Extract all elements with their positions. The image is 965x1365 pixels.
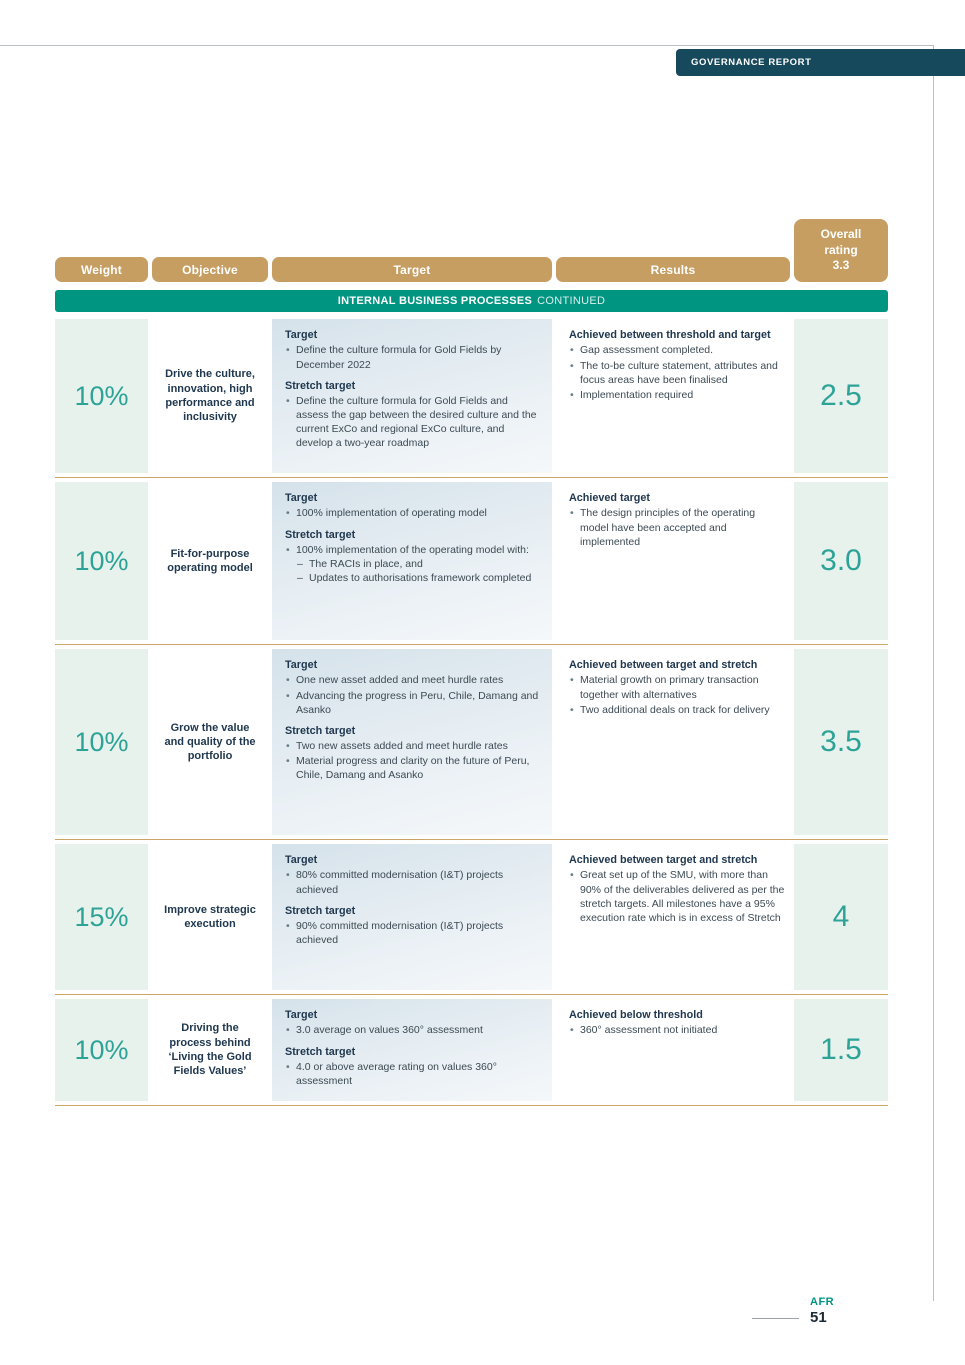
rating-value: 1.5 [820,1033,862,1066]
bullet-item: • Gap assessment completed. [569,343,786,357]
footer-rule [752,1318,799,1319]
objective-text: Fit-for-purpose operating model [167,547,253,574]
overall-rating-line2: rating [824,242,858,257]
rating-cell [794,319,888,473]
table-body [55,317,888,1106]
bullet-item: • 4.0 or above average rating on values 360° assessment [285,1060,542,1088]
row-separator [55,644,888,645]
bullet-list [285,1060,542,1088]
objective-cell [152,844,268,990]
results-heading: Achieved between threshold and target [569,329,771,341]
weight-cell [55,844,148,990]
right-margin-rule [933,46,934,1301]
results-cell [556,999,790,1101]
bullet-item: • Material progress and clarity on the future of Peru, Chile, Damang and Asanko [285,754,542,782]
objective-text: Improve strategic execution [164,903,256,930]
section-band [55,290,888,312]
target-block-label: Stretch target [285,1045,356,1058]
bullet-item: • Define the culture formula for Gold Fields and assess the gap between the desired culture and the current ExCo and regional ExCo culture, and develop a two-year roadmap [285,394,542,450]
bullet-list [285,739,542,782]
footer-afr-label: AFR [810,1296,835,1308]
target-block-label: Stretch target [285,724,356,737]
results-heading: Achieved below threshold [569,1009,703,1021]
row-separator [55,1105,888,1106]
column-header-results: Results [556,257,790,282]
objective-text: Driving the process behind ‘Living the Gold Fields Values’ [168,1022,252,1078]
bullet-list [285,394,542,450]
target-block-label: Target [285,1009,318,1021]
results-cell [556,319,790,473]
objective-text: Drive the culture, innovation, high performance and inclusivity [165,368,255,424]
results-heading: Achieved between target and stretch [569,659,758,671]
bullet-list [285,919,542,947]
bullet-list [285,1023,542,1037]
objective-cell [152,649,268,835]
weight-value: 10% [74,726,129,757]
overall-rating-box [794,219,888,282]
target-block-label: Target [285,854,318,866]
bullet-list [285,868,542,896]
target-cell [272,649,552,835]
rating-value: 3.5 [820,725,862,758]
target-cell [272,999,552,1101]
section-suffix: CONTINUED [537,295,606,307]
objective-cell [152,319,268,473]
governance-report-tab [676,49,965,76]
bullet-item: • Great set up of the SMU, with more than 90% of the deliverables delivered as per the stretch targets. All milestones have a 95% execution rate which is in excess of Stretch [569,868,786,924]
bullet-item: • Material growth on primary transaction together with alternatives [569,673,786,701]
bullet-list [569,343,786,401]
overall-rating-value: 3.3 [832,258,850,273]
dash-subitem: – The RACIs in place, and [296,557,542,571]
results-cell [556,844,790,990]
section-title: INTERNAL BUSINESS PROCESSES [337,295,533,307]
bullet-item: • 100% implementation of operating model [285,506,542,520]
rating-value: 2.5 [820,379,862,412]
rating-cell [794,999,888,1101]
weight-value: 10% [74,1034,129,1065]
bullet-item: • 100% implementation of the operating model with: – The RACIs in place, and – Updates to authorisations framework completed [285,543,542,585]
bullet-list [285,343,542,371]
governance-report-label: GOVERNANCE REPORT [691,57,812,68]
bullet-item: • Define the culture formula for Gold Fields by December 2022 [285,343,542,371]
weight-value: 10% [74,545,129,576]
target-block-label: Target [285,329,318,341]
target-cell [272,482,552,640]
bullet-list [569,868,786,924]
bullet-list [285,673,542,716]
objective-text: Grow the value and quality of the portfolio [164,721,256,763]
row-separator [55,994,888,995]
weight-value: 15% [74,901,129,932]
dash-subitem: – Updates to authorisations framework completed [296,571,542,585]
bullet-item: • 90% committed modernisation (I&T) projects achieved [285,919,542,947]
column-header-weight: Weight [55,257,148,282]
target-block-label: Target [285,659,318,671]
target-block-label: Stretch target [285,379,356,392]
bullet-item: • Advancing the progress in Peru, Chile, Damang and Asanko [285,689,542,717]
bullet-item: • 80% committed modernisation (I&T) projects achieved [285,868,542,896]
objective-cell [152,999,268,1101]
page-footer [810,1296,834,1326]
scorecard-table [55,219,888,1108]
target-block-label: Target [285,492,318,504]
rating-value: 4 [832,900,850,933]
rating-cell [794,844,888,990]
bullet-item: • Implementation required [569,388,786,402]
bullet-item: • The design principles of the operating model have been accepted and implemented [569,506,786,548]
weight-cell [55,999,148,1101]
rating-cell [794,649,888,835]
table-row [55,480,888,642]
table-header-row [55,219,888,282]
bullet-item: • Two new assets added and meet hurdle rates [285,739,542,753]
results-heading: Achieved between target and stretch [569,854,758,866]
target-block-label: Stretch target [285,528,356,541]
table-row [55,997,888,1103]
rating-cell [794,482,888,640]
bullet-item: • 360° assessment not initiated [569,1023,786,1037]
footer-page-number: 51 [810,1309,827,1326]
table-row [55,317,888,475]
table-row [55,647,888,837]
results-heading: Achieved target [569,492,651,504]
top-rule [0,45,934,46]
results-cell [556,482,790,640]
bullet-item: • The to-be culture statement, attributes and focus areas have been finalised [569,359,786,387]
column-header-objective: Objective [152,257,268,282]
rating-value: 3.0 [820,544,862,577]
objective-cell [152,482,268,640]
row-separator [55,477,888,478]
bullet-item: • 3.0 average on values 360° assessment [285,1023,542,1037]
bullet-item: • Two additional deals on track for delivery [569,703,786,717]
bullet-list [285,543,542,585]
overall-rating-line1: Overall [820,227,862,242]
results-cell [556,649,790,835]
bullet-item: • One new asset added and meet hurdle rates [285,673,542,687]
bullet-list [285,506,542,520]
table-row [55,842,888,992]
target-cell [272,319,552,473]
target-block-label: Stretch target [285,904,356,917]
column-header-target: Target [272,257,552,282]
target-cell [272,844,552,990]
weight-cell [55,319,148,473]
bullet-list [569,506,786,548]
weight-cell [55,649,148,835]
bullet-list [569,1023,786,1037]
row-separator [55,839,888,840]
weight-value: 10% [74,380,129,411]
weight-cell [55,482,148,640]
bullet-list [569,673,786,716]
